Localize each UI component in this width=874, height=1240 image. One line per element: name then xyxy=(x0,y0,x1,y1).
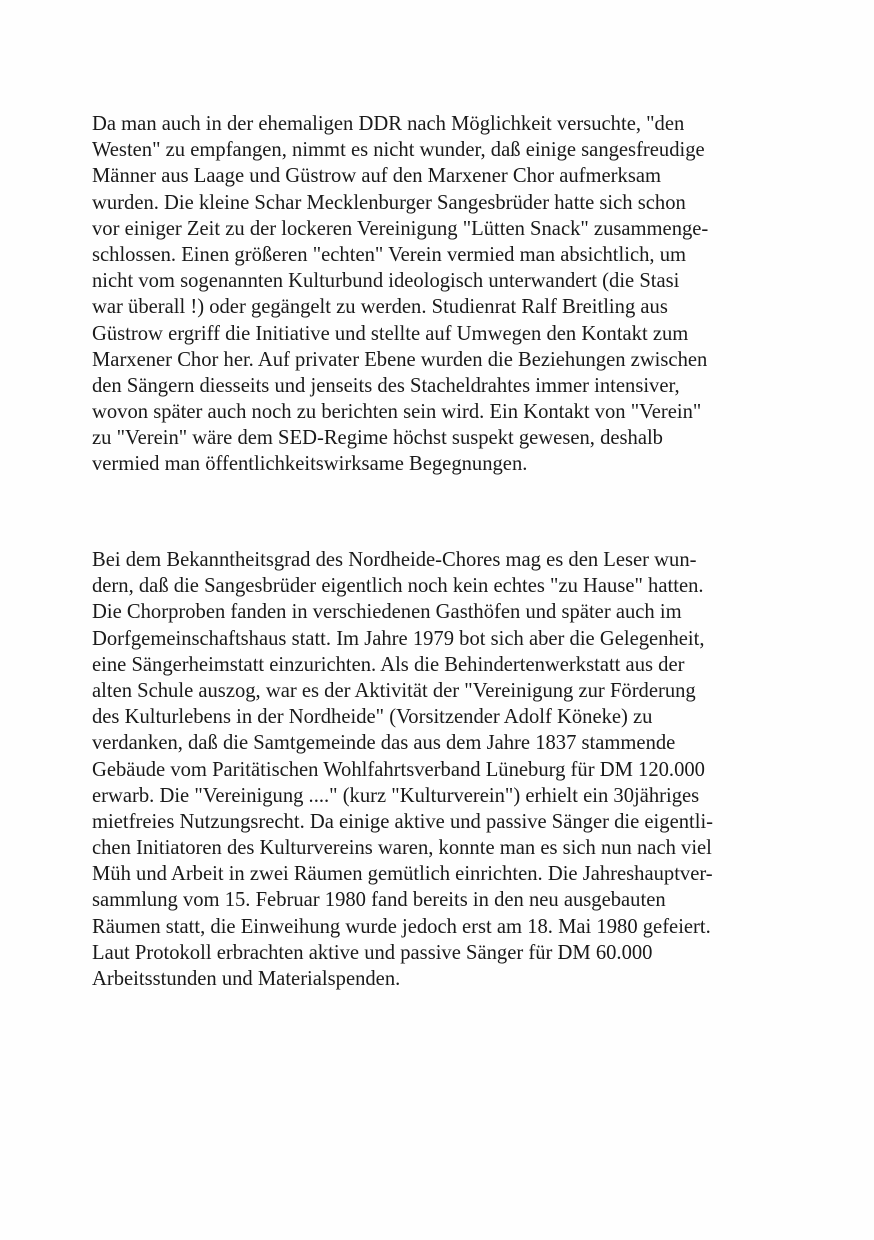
paragraph-ddr-contact xyxy=(92,111,812,478)
text-line: chen Initiatoren des Kulturvereins waren, konnte man es sich nun nach viel xyxy=(92,837,712,860)
text-line: dern, daß die Sangesbrüder eigentlich noch kein echtes "zu Hause" hatten. xyxy=(92,575,704,598)
text-line: Da man auch in der ehemaligen DDR nach Möglichkeit versuchte, "den xyxy=(92,113,685,135)
text-line: war überall !) oder gegängelt zu werden. Studienrat Ralf Breitling aus xyxy=(92,296,668,319)
text-line: wurden. Die kleine Schar Mecklenburger Sangesbrüder hatte sich schon xyxy=(92,191,686,214)
text-line: nicht vom sogenannten Kulturbund ideologisch unterwandert (die Stasi xyxy=(92,270,680,293)
text-line: Gebäude vom Paritätischen Wohlfahrtsverband Lüneburg für DM 120.000 xyxy=(92,758,705,781)
text-line: erwarb. Die "Vereinigung ...." (kurz "Kulturverein") erhielt ein 30jähriges xyxy=(92,784,700,807)
text-line: mietfreies Nutzungsrecht. Da einige aktive und passive Sänger die eigentli- xyxy=(92,810,714,833)
text-line: wovon später auch noch zu berichten sein wird. Ein Kontakt von "Verein" xyxy=(92,401,702,424)
text-line: Westen" zu empfangen, nimmt es nicht wunder, daß einige sangesfreudige xyxy=(92,139,705,162)
text-line: Güstrow ergriff die Initiative und stellte auf Umwegen den Kontakt zum xyxy=(92,322,689,345)
text-line: alten Schule auszog, war es der Aktivität der "Vereinigung zur Förderung xyxy=(92,679,696,702)
text-line: eine Sängerheimstatt einzurichten. Als die Behindertenwerkstatt aus der xyxy=(92,653,685,676)
text-line: den Sängern diesseits und jenseits des Stacheldrahtes immer intensiver, xyxy=(92,374,680,397)
text-line: Die Chorproben fanden in verschiedenen Gasthöfen und später auch im xyxy=(92,601,682,624)
text-line: Arbeitsstunden und Materialspenden. xyxy=(92,968,401,990)
text-line: des Kulturlebens in der Nordheide" (Vorsitzender Adolf Köneke) zu xyxy=(92,706,653,729)
text-line: Laut Protokoll erbrachten aktive und passive Sänger für DM 60.000 xyxy=(92,941,653,964)
text-line: schlossen. Einen größeren "echten" Verein vermied man absichtlich, um xyxy=(92,243,687,266)
text-line: sammlung vom 15. Februar 1980 fand bereits in den neu ausgebauten xyxy=(92,889,666,912)
paragraph-saengerheim xyxy=(92,547,812,992)
text-line: verdanken, daß die Samtgemeinde das aus dem Jahre 1837 stammende xyxy=(92,732,676,755)
text-line: Dorfgemeinschaftshaus statt. Im Jahre 1979 bot sich aber die Gelegenheit, xyxy=(92,627,705,650)
text-line: Bei dem Bekanntheitsgrad des Nordheide-Chores mag es den Leser wun- xyxy=(92,549,697,571)
text-line: Müh und Arbeit in zwei Räumen gemütlich einrichten. Die Jahreshauptver- xyxy=(92,863,713,886)
text-line: Räumen statt, die Einweihung wurde jedoch erst am 18. Mai 1980 gefeiert. xyxy=(92,915,711,938)
text-line: Männer aus Laage und Güstrow auf den Marxener Chor aufmerksam xyxy=(92,165,661,188)
text-line: vermied man öffentlichkeitswirksame Begegnungen. xyxy=(92,453,528,476)
text-line: Marxener Chor her. Auf privater Ebene wurden die Beziehungen zwischen xyxy=(92,348,708,371)
text-line: vor einiger Zeit zu der lockeren Vereinigung "Lütten Snack" zusammenge- xyxy=(92,217,709,240)
text-line: zu "Verein" wäre dem SED-Regime höchst suspekt gewesen, deshalb xyxy=(92,427,663,450)
